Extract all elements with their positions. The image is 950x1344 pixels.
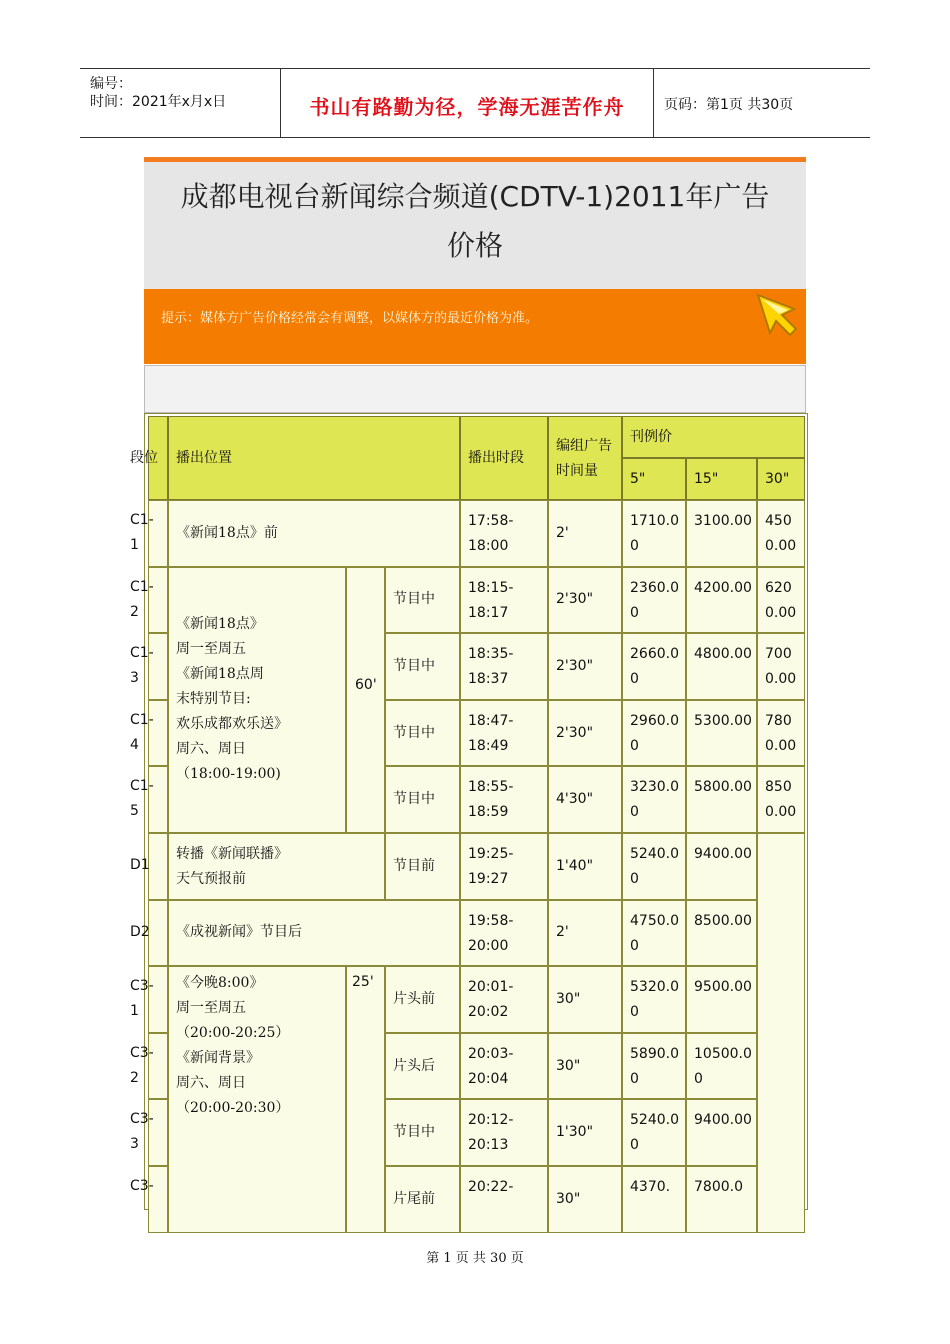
duration-cell: 2'30" [548,567,622,634]
program-cell: 《成视新闻》节目后 [168,900,460,967]
number-label: 编号： [90,76,132,92]
duration-cell: 30" [548,1166,622,1233]
page-title-line1: 成都电视台新闻综合频道(CDTV-1)2011年广告 [180,180,770,213]
price-5s-cell: 5320.00 [622,966,686,1033]
program-line: 欢乐成都欢乐送》 [176,715,288,732]
price-15s-cell: 5800.00 [686,766,757,833]
time-cell: 19:25-19:27 [460,833,548,900]
page-label: 页码：第1页 共30页 [664,97,794,113]
segment-code: D2 [130,923,150,940]
time-cell: 20:22- [460,1166,548,1233]
header-price-15s: 15" [686,458,757,500]
title-box [144,162,806,289]
date-label: 时间：2021年x月x日 [90,94,227,110]
slot-location: 节目中 [385,700,460,767]
length-c3: 25' [352,974,374,991]
price-15s-cell: 4800.00 [686,633,757,700]
header-position: 播出位置 [168,416,460,500]
program-line: 《新闻背景》 [176,1050,260,1067]
time-cell: 20:03-20:04 [460,1033,548,1100]
program-line: 《今晚8:00》 [176,975,264,992]
spacer-bar [144,365,806,413]
segment-code: C1-1 [130,512,154,553]
slot-location: 片头后 [385,1033,460,1100]
time-cell: 20:01-20:02 [460,966,548,1033]
price-15s-cell: 9400.00 [686,833,757,900]
price-table [130,413,808,1210]
divider [653,69,654,137]
program-line: 转播《新闻联播》 [176,846,288,862]
duration-cell: 30" [548,1033,622,1100]
price-15s-cell: 8500.00 [686,900,757,967]
segment-code: C1-4 [130,711,154,753]
time-cell: 18:55-18:59 [460,766,548,833]
time-cell: 20:12-20:13 [460,1099,548,1166]
segment-code: C3-2 [130,1044,154,1086]
duration-cell: 30" [548,966,622,1033]
price-5s-cell: 2960.00 [622,700,686,767]
price-15s-cell: 4200.00 [686,567,757,634]
price-5s-cell: 2660.00 [622,633,686,700]
price-15s-cell: 5300.00 [686,700,757,767]
slot-location: 片头前 [385,966,460,1033]
program-line: （20:00-20:25） [176,1025,290,1042]
tip-bar [144,289,806,364]
price-15s-cell: 9500.00 [686,966,757,1033]
price-5s-cell: 3230.00 [622,766,686,833]
duration-cell: 1'30" [548,1099,622,1166]
duration-cell: 2' [548,900,622,967]
program-line: （18:00-19:00) [176,765,281,782]
duration-cell: 2'30" [548,633,622,700]
price-30s-cell: 8500.00 [757,766,805,833]
price-5s-cell: 2360.00 [622,567,686,634]
slot-location: 节目中 [385,567,460,634]
price-15s-cell: 10500.00 [686,1033,757,1100]
segment-code: C1-5 [130,778,154,820]
slot-location: 节目前 [385,833,460,900]
motto: 书山有路勤为径，学海无涯苦作舟 [309,95,625,119]
program-line: （20:00-20:30） [176,1100,290,1117]
segment-code: C3- [130,1178,154,1194]
slot-location: 节目中 [385,766,460,833]
price-5s-cell: 5240.00 [622,1099,686,1166]
price-30s-cell: 6200.00 [757,567,805,634]
header-segment: 段位 [130,450,158,466]
duration-cell: 2' [548,500,622,567]
header-meta [80,69,280,137]
header-price-5s: 5" [622,458,686,500]
time-cell: 17:58-18:00 [460,500,548,567]
price-30s-cell: 4500.00 [757,500,805,567]
header-price: 刊例价 [622,416,805,458]
segment-code: D1 [130,857,150,873]
program-line: 天气预报前 [176,871,246,887]
time-cell: 19:58-20:00 [460,900,548,967]
length-c1: 60' [355,676,377,693]
program-line: 周一至周五 [176,640,246,657]
document-header [80,68,870,138]
program-line: 周一至周五 [176,1000,246,1017]
slot-location: 片尾前 [385,1166,460,1233]
program-block-c3 [168,966,346,1232]
segment-code: C1-2 [130,578,154,620]
price-5s-cell: 4750.00 [622,900,686,967]
price-30s-cell: 7000.00 [757,633,805,700]
page-title-line2: 价格 [446,229,503,262]
program-line: 周六、周日 [176,740,246,757]
duration-cell: 2'30" [548,700,622,767]
price-5s-cell: 4370. [622,1166,686,1233]
cursor-arrow-icon [752,291,802,337]
slot-location: 节目中 [385,1099,460,1166]
slot-location: 节目中 [385,633,460,700]
program-cell: 《新闻18点》前 [168,500,460,567]
time-cell: 18:35-18:37 [460,633,548,700]
tip-text: 提示：媒体方广告价格经常会有调整，以媒体方的最近价格为准。 [161,311,539,326]
time-cell: 18:15-18:17 [460,567,548,634]
price-5s-cell: 1710.00 [622,500,686,567]
price-5s-cell: 5240.00 [622,833,686,900]
length-cell [346,567,385,833]
price-30s-cell: 7800.00 [757,700,805,767]
length-cell [346,966,385,1232]
program-line: 《新闻18点》 [176,615,264,632]
header-duration: 编组广告时间量 [548,416,622,500]
price-5s-cell: 5890.00 [622,1033,686,1100]
price-15s-cell: 3100.00 [686,500,757,567]
program-line: 《新闻18点周 [176,665,264,682]
header-price-30s: 30" [757,458,805,500]
program-line: 末特别节目: [176,690,251,707]
price-15s-cell: 7800.0 [686,1166,757,1233]
duration-cell: 4'30" [548,766,622,833]
time-cell: 18:47-18:49 [460,700,548,767]
program-block-c1 [168,567,346,833]
header-time: 播出时段 [460,416,548,500]
program-cell [168,833,385,900]
price-30s-empty [757,833,805,1233]
program-line: 周六、周日 [176,1075,246,1092]
segment-code: C3-3 [130,1111,154,1153]
page-footer: 第 1 页 共 30 页 [426,1251,524,1266]
segment-code: C3-1 [130,978,154,1020]
duration-cell: 1'40" [548,833,622,900]
segment-code: C1-3 [130,645,154,687]
price-15s-cell: 9400.00 [686,1099,757,1166]
